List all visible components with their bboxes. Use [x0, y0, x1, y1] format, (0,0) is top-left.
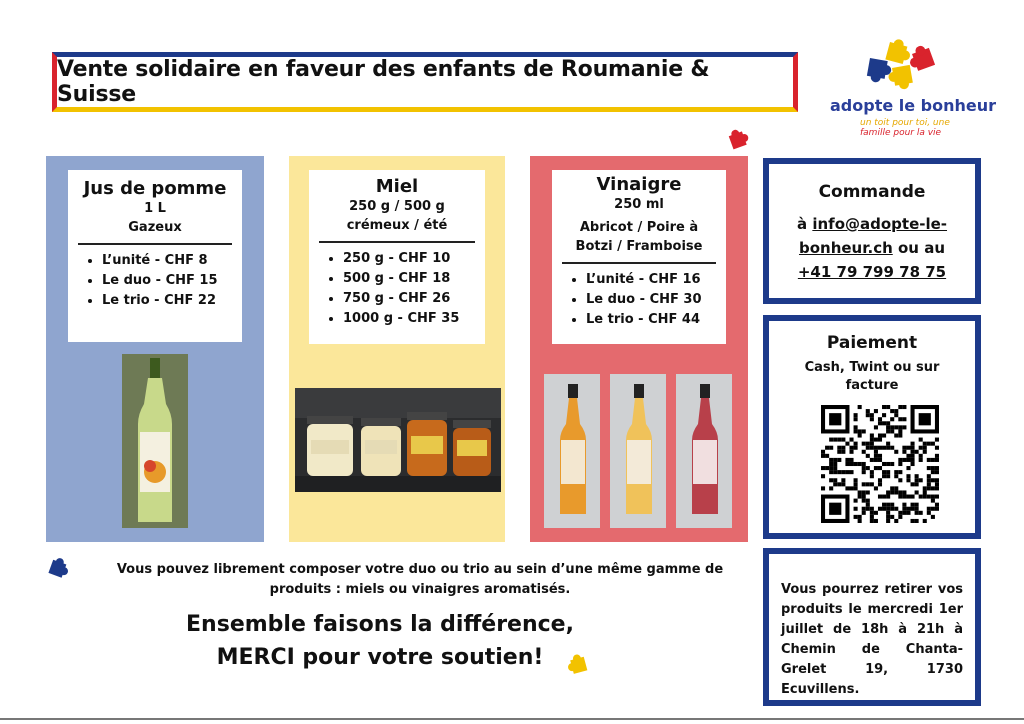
vinegar-framboise-photo — [676, 374, 732, 528]
juice-price-list — [68, 251, 242, 311]
divider — [78, 243, 232, 245]
price-item: • 500 g - CHF 18 — [343, 269, 485, 289]
qr-code-icon[interactable] — [821, 405, 939, 523]
vinaigre-panel — [530, 156, 748, 542]
paiement-methods-2: facture — [845, 378, 899, 393]
price-item: • 250 g - CHF 10 — [343, 249, 485, 269]
logo-name: adopte le bonheur — [830, 96, 997, 115]
commande-box — [763, 158, 981, 304]
phone-link[interactable]: +41 79 799 78 75 — [797, 263, 947, 281]
logo — [820, 36, 1000, 146]
puzzle-logo-icon — [820, 36, 1000, 98]
price-item: • L’unité - CHF 16 — [586, 270, 726, 290]
note-line-2: produits : miels ou vinaigres aromatisés. — [269, 582, 571, 597]
commande-line-1 — [769, 212, 975, 236]
price-item: • Le duo - CHF 30 — [586, 290, 726, 310]
paiement-methods-1: Cash, Twint ou sur — [804, 360, 940, 375]
email-link-part-1[interactable]: info@adopte-le- — [812, 215, 948, 233]
closing-line-1: Ensemble faisons la différence, — [186, 612, 574, 637]
divider — [319, 241, 475, 243]
commande-suffix: ou au — [892, 239, 945, 257]
commande-prefix: à — [796, 215, 813, 233]
price-item: • Le duo - CHF 15 — [102, 271, 242, 291]
miel-title: Miel — [375, 176, 419, 197]
page-bottom-line — [0, 718, 1024, 720]
composition-note — [100, 560, 740, 600]
price-item: • 1000 g - CHF 35 — [343, 309, 485, 329]
vinegar-abricot-photo — [544, 374, 600, 528]
vinegar-poire-photo — [610, 374, 666, 528]
vinaigre-volume: 250 ml — [614, 197, 664, 212]
juice-type: Gazeux — [128, 220, 182, 235]
commande-line-2 — [769, 236, 975, 260]
logo-tagline-1: un toit pour toi, une — [860, 118, 950, 128]
commande-line-3 — [769, 260, 975, 284]
juice-panel — [46, 156, 264, 542]
retrait-text: Vous pourrez retirer vos produits le mercredi 1er juillet de 18h à 21h à Chemin de Chanta-Grelet 19, 1730 Ecuvillens. — [781, 582, 963, 697]
miel-price-list — [309, 249, 485, 329]
closing-message — [120, 608, 640, 674]
note-line-1: Vous pouvez librement composer votre duo ou trio au sein d’une même gamme de — [116, 562, 724, 577]
price-item: • Le trio - CHF 44 — [586, 310, 726, 330]
juice-bottle-photo — [122, 354, 188, 528]
juice-volume: 1 L — [144, 201, 166, 216]
juice-card — [68, 170, 242, 342]
retrait-box — [763, 548, 981, 706]
title-banner — [52, 52, 798, 112]
miel-card — [309, 170, 485, 344]
logo-tagline — [860, 118, 950, 138]
vinaigre-flavors-1: Abricot / Poire à — [579, 220, 699, 235]
honey-jars-photo — [295, 388, 501, 492]
miel-types: crémeux / été — [346, 218, 448, 233]
price-item: • Le trio - CHF 22 — [102, 291, 242, 311]
price-item: • 750 g - CHF 26 — [343, 289, 485, 309]
puzzle-piece-red-icon — [726, 128, 752, 154]
miel-weights: 250 g / 500 g — [349, 199, 445, 214]
miel-panel — [289, 156, 505, 542]
divider — [562, 262, 716, 264]
vinaigre-price-list — [552, 270, 726, 330]
vinaigre-flavors-2: Botzi / Framboise — [575, 239, 703, 254]
page-title: Vente solidaire en faveur des enfants de Roumanie & Suisse — [57, 57, 710, 107]
paiement-heading: Paiement — [826, 333, 918, 353]
closing-line-2: MERCI pour votre soutien! — [216, 645, 544, 670]
price-item: • L’unité - CHF 8 — [102, 251, 242, 271]
paiement-box — [763, 315, 981, 539]
vinaigre-title: Vinaigre — [596, 174, 682, 195]
logo-tagline-2: famille pour la vie — [860, 128, 942, 138]
email-link-part-2[interactable]: bonheur.ch — [798, 239, 893, 257]
puzzle-piece-yellow-icon — [566, 652, 594, 680]
puzzle-piece-blue-icon — [44, 556, 72, 584]
juice-title: Jus de pomme — [83, 178, 227, 199]
vinaigre-card — [552, 170, 726, 344]
commande-heading: Commande — [818, 182, 926, 202]
